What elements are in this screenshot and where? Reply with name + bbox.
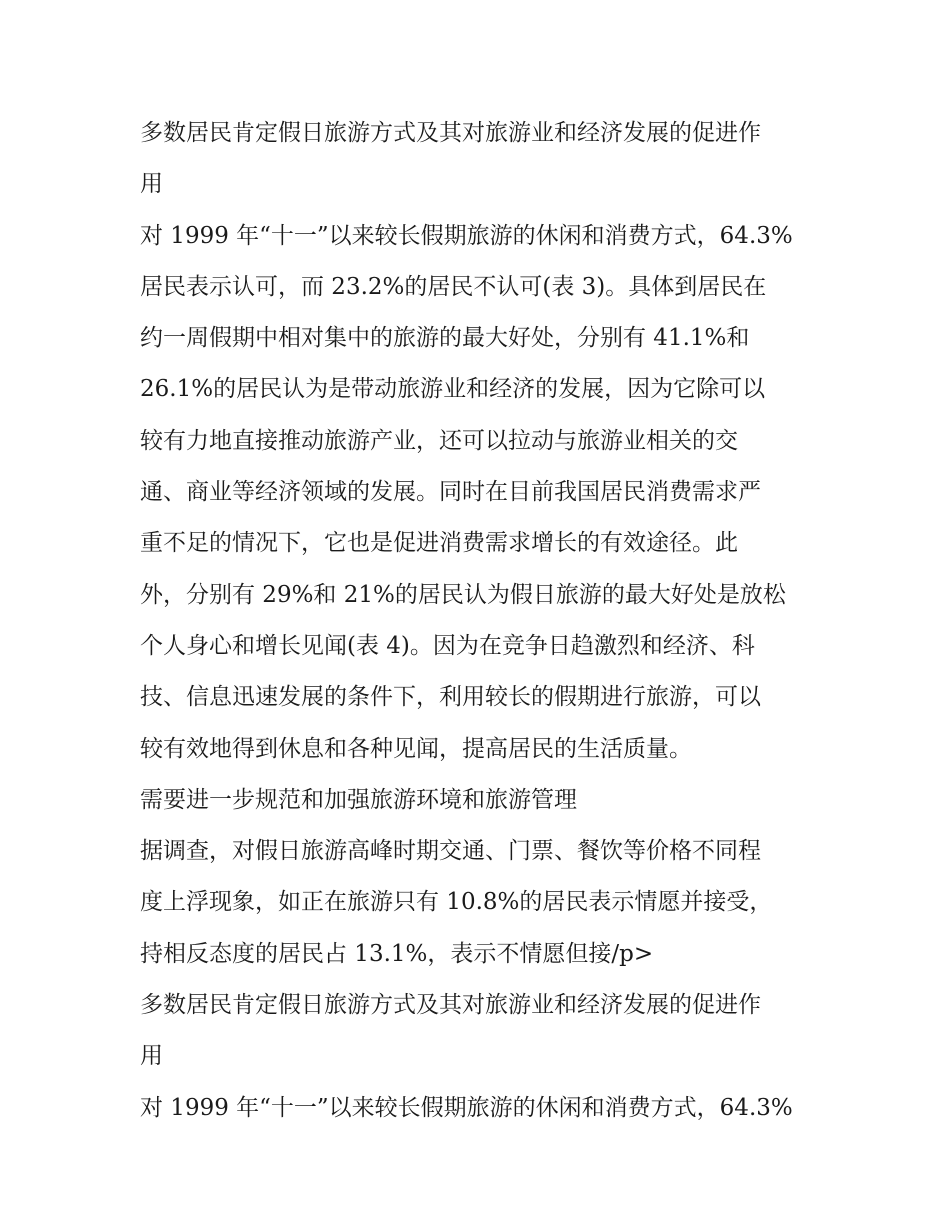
paragraph-line: 重不足的情况下，它也是促进消费需求增长的有效途径。此 <box>140 530 738 557</box>
paragraph-line: 较有效地得到休息和各种见闻，提高居民的生活质量。 <box>140 735 692 762</box>
paragraph-line: 度上浮现象，如正在旅游只有 10.8%的居民表示情愿并接受， <box>140 889 773 916</box>
paragraph-line: 通、商业等经济领域的发展。同时在目前我国居民消费需求严 <box>140 479 761 506</box>
paragraph-line: 持相反态度的居民占 13.1%，表示不情愿但接/p> <box>140 940 654 967</box>
paragraph-line: 对 1999 年“十一”以来较长假期旅游的休闲和消费方式，64.3% <box>140 1094 793 1121</box>
paragraph-line: 个人身心和增长见闻(表 4)。因为在竞争日趋激烈和经济、科 <box>140 632 755 659</box>
heading-line: 用 <box>140 1043 163 1070</box>
heading-line: 多数居民肯定假日旅游方式及其对旅游业和经济发展的促进作 <box>140 992 761 1019</box>
paragraph-line: 据调查，对假日旅游高峰时期交通、门票、餐饮等价格不同程 <box>140 838 761 865</box>
paragraph-line: 较有力地直接推动旅游产业，还可以拉动与旅游业相关的交 <box>140 427 738 454</box>
heading-line: 需要进一步规范和加强旅游环境和旅游管理 <box>140 786 577 813</box>
paragraph-line: 对 1999 年“十一”以来较长假期旅游的休闲和消费方式，64.3% <box>140 222 793 249</box>
heading-line: 多数居民肯定假日旅游方式及其对旅游业和经济发展的促进作 <box>140 120 761 146</box>
document-body <box>140 108 820 1134</box>
paragraph-line: 技、信息迅速发展的条件下，利用较长的假期进行旅游，可以 <box>140 684 761 711</box>
paragraph-line: 26.1%的居民认为是带动旅游业和经济的发展，因为它除可以 <box>140 376 766 403</box>
paragraph-line: 约一周假期中相对集中的旅游的最大好处，分别有 41.1%和 <box>140 325 750 352</box>
heading-line: 用 <box>140 171 163 198</box>
paragraph-line: 外，分别有 29%和 21%的居民认为假日旅游的最大好处是放松 <box>140 581 786 608</box>
paragraph-line: 居民表示认可，而 23.2%的居民不认可(表 3)。具体到居民在 <box>140 273 767 300</box>
